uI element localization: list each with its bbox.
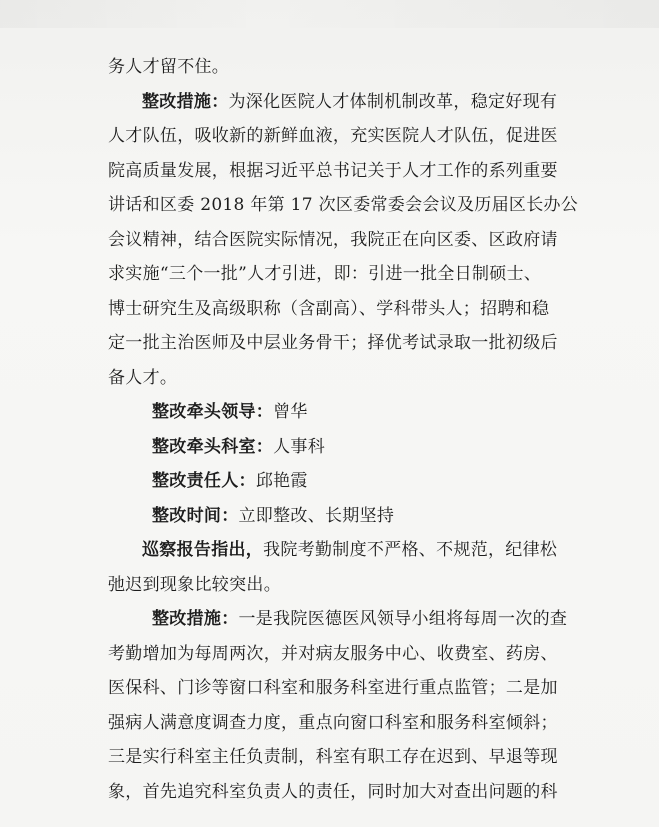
- text-line: 弛迟到现象比较突出。: [108, 574, 281, 595]
- time-row: [108, 499, 588, 534]
- bold-label: 整改措施：: [142, 91, 229, 112]
- dept-label: 整改牵头科室：: [152, 436, 274, 457]
- dept-row: [108, 430, 588, 465]
- responsible-label: 整改责任人：: [152, 471, 256, 491]
- paragraph-first-line: 巡察报告指出，我院考勤制度不严格、不规范，纪律松: [142, 540, 558, 560]
- text-line: 三是实行科室主任负责制，科室有职工存在迟到、早退等现: [108, 747, 558, 767]
- responsible-value: 邱艳霞: [255, 471, 308, 491]
- leader-row: [108, 395, 588, 430]
- bold-label: 整改措施：: [152, 609, 239, 629]
- paragraph-first-line: 整改措施：为深化医院人才体制机制改革，稳定好现有: [142, 91, 558, 112]
- text-line: 象，首先追究科室负责人的责任，同时加大对查出问题的科: [108, 781, 558, 802]
- time-label: 整改时间：: [152, 505, 239, 526]
- paragraph-first-line: 整改措施：一是我院医德医风领导小组将每周一次的查: [152, 609, 568, 629]
- text-line: 备人才。: [108, 367, 178, 388]
- text-line: 务人才留不住。: [108, 57, 230, 77]
- text-line: 博士研究生及高级职称（含副高）、学科带头人；招聘和稳: [108, 298, 550, 319]
- document-body: [108, 50, 588, 809]
- text-line: 考勤增加为每周两次，并对病友服务中心、收费室、药房、: [108, 643, 558, 664]
- dept-value: 人事科: [273, 436, 326, 457]
- time-value: 立即整改、长期坚持: [238, 505, 395, 526]
- text-line: 人才队伍，吸收新的新鲜血液，充实医院人才队伍，促进医: [108, 126, 558, 146]
- text-line: 定一批主治医师及中层业务骨干；择优考试录取一批初级后: [108, 333, 558, 353]
- responsible-row: [108, 464, 588, 499]
- bold-label: 巡察报告指出，: [142, 540, 264, 560]
- text-line: 医保科、门诊等窗口科室和服务科室进行重点监管；二是加: [108, 678, 558, 698]
- leader-value: 曾华: [273, 402, 308, 422]
- text-line: 求实施“三个一批”人才引进，即：引进一批全日制硕士、: [108, 264, 542, 284]
- text-line: 院高质量发展，根据习近平总书记关于人才工作的系列重要: [108, 160, 558, 181]
- text-line: 强病人满意度调查力度，重点向窗口科室和服务科室倾斜；: [108, 712, 558, 733]
- leader-label: 整改牵头领导：: [152, 402, 274, 422]
- scan-top-edge: [0, 0, 659, 28]
- text-line: 会议精神，结合医院实际情况，我院正在向区委、区政府请: [108, 229, 558, 250]
- text-line: 讲话和区委 2018 年第 17 次区委常委会会议及历届区长办公: [108, 195, 579, 215]
